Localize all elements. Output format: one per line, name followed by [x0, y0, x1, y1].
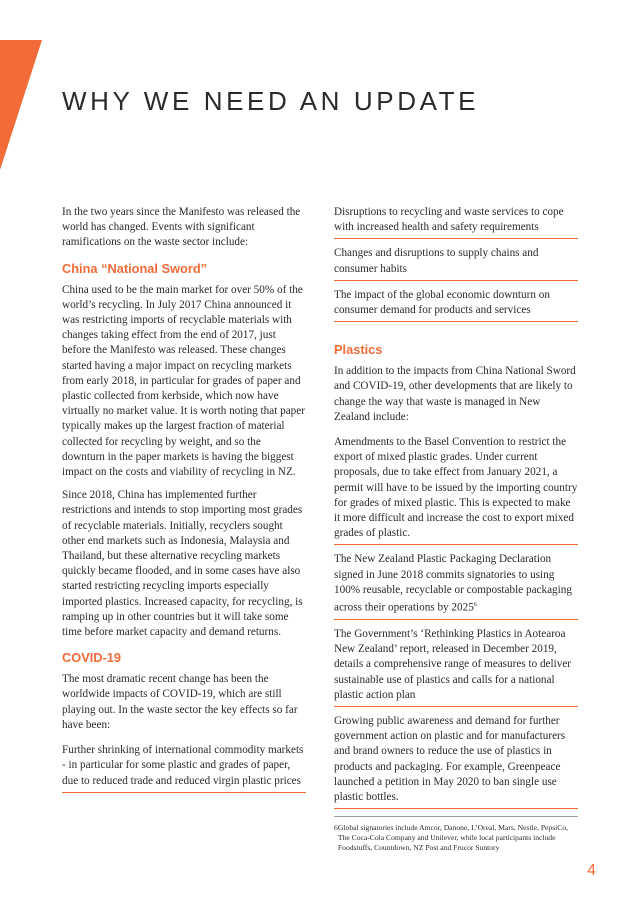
list-item: Disruptions to recycling and waste services to cope with increased health and safety requirements	[334, 205, 578, 239]
covid-paragraph: The most dramatic recent change has been the worldwide impacts of COVID-19, which are still playing out. In the waste sector the key effects so far have been:	[62, 673, 298, 731]
list-item: Amendments to the Basel Convention to restrict the export of mixed plastic grades. Under current proposals, due to take effect from January 2021, a permit will have to be issued by the importing country for grades of mixed plastic. This is expected to make it more difficult and increase the cost to export mixed grades of plastic.	[334, 435, 578, 545]
footnote-number: 6	[334, 823, 338, 833]
intro-paragraph: In the two years since the Manifesto was released the world has changed. Events with significant ramifications on the waste sector include:	[62, 206, 301, 249]
list-item: The Government’s ‘Rethinking Plastics in Aotearoa New Zealand’ report, released in December 2019, details a comprehensive range of measures to deliver sustainable use of plastics and calls for a national plastic action plan	[334, 627, 578, 707]
right-column	[334, 205, 578, 853]
left-column	[62, 205, 306, 800]
footnote-reference: 6	[473, 602, 477, 609]
corner-accent-shape	[0, 0, 60, 170]
page-title: WHY WE NEED AN UPDATE	[62, 86, 480, 116]
china-paragraph-2: Since 2018, China has implemented further restrictions and intends to stop importing most grades of recyclable materials. Initially, recyclers sought other end markets such as Indonesia, Malaysia and Thailand, but these alternative recycling markets quickly became flooded, and in some cases have also started restricting recycling imports especially imported plastics. Increased capacity, for recycling, is ramping up in other countries but it will take some time before market capacity and demand returns.	[62, 489, 303, 639]
list-item: The impact of the global economic downturn on consumer demand for products and services	[334, 288, 578, 322]
covid-effects-list-left	[62, 743, 306, 793]
list-item: Further shrinking of international commodity markets - in particular for some plastic and grades of paper, due to reduced trade and reduced virgin plastic prices	[62, 743, 306, 793]
list-item: The New Zealand Plastic Packaging Declaration signed in June 2018 commits signatories to using 100% reusable, recyclable or compostable packaging across their operations by 2025$^6$	[334, 552, 578, 620]
list-item: Growing public awareness and demand for further government action on plastic and for manufacturers and brand owners to reduce the use of plastics in products and packaging. For example, Greenpeace launched a petition in May 2020 to ban single use plastic bottles.	[334, 714, 578, 809]
plastics-developments-list	[334, 435, 578, 809]
page-number: 4	[587, 861, 596, 879]
footnote-text: Global signatories include Amcor, Danone, L’Oreal, Mars, Nestle, PepsiCo, The Coca-Cola Company and Unilever, while local participants include Foodstuffs, Countdown, NZ Post and Frucor Suntory	[337, 823, 569, 853]
section-heading-plastics: Plastics	[334, 342, 383, 358]
section-heading-covid: COVID-19	[62, 650, 122, 666]
covid-effects-list-right	[334, 205, 578, 322]
china-paragraph-1: China used to be the main market for over 50% of the world’s recycling. In July 2017 China announced it was restricting imports of recyclable materials with changes taking effect from the end of 2017, just before the Manifesto was released. These changes started having a major impact on recycling markets from early 2018, in particular for grades of paper and plastic collected from kerbside, which now have virtually no market value. It is worth noting that paper typically makes up the largest fraction of material collected for recycling by weight, and so the downturn in the paper markets is having the biggest impact on the costs and viability of recycling in NZ.	[62, 283, 305, 479]
list-item: Changes and disruptions to supply chains and consumer habits	[334, 246, 578, 280]
plastics-paragraph: In addition to the impacts from China National Sword and COVID-19, other developments that are likely to change the way that waste is managed in New Zealand include:	[334, 365, 576, 423]
section-heading-china: China “National Sword”	[62, 260, 208, 276]
footnote	[334, 816, 578, 853]
